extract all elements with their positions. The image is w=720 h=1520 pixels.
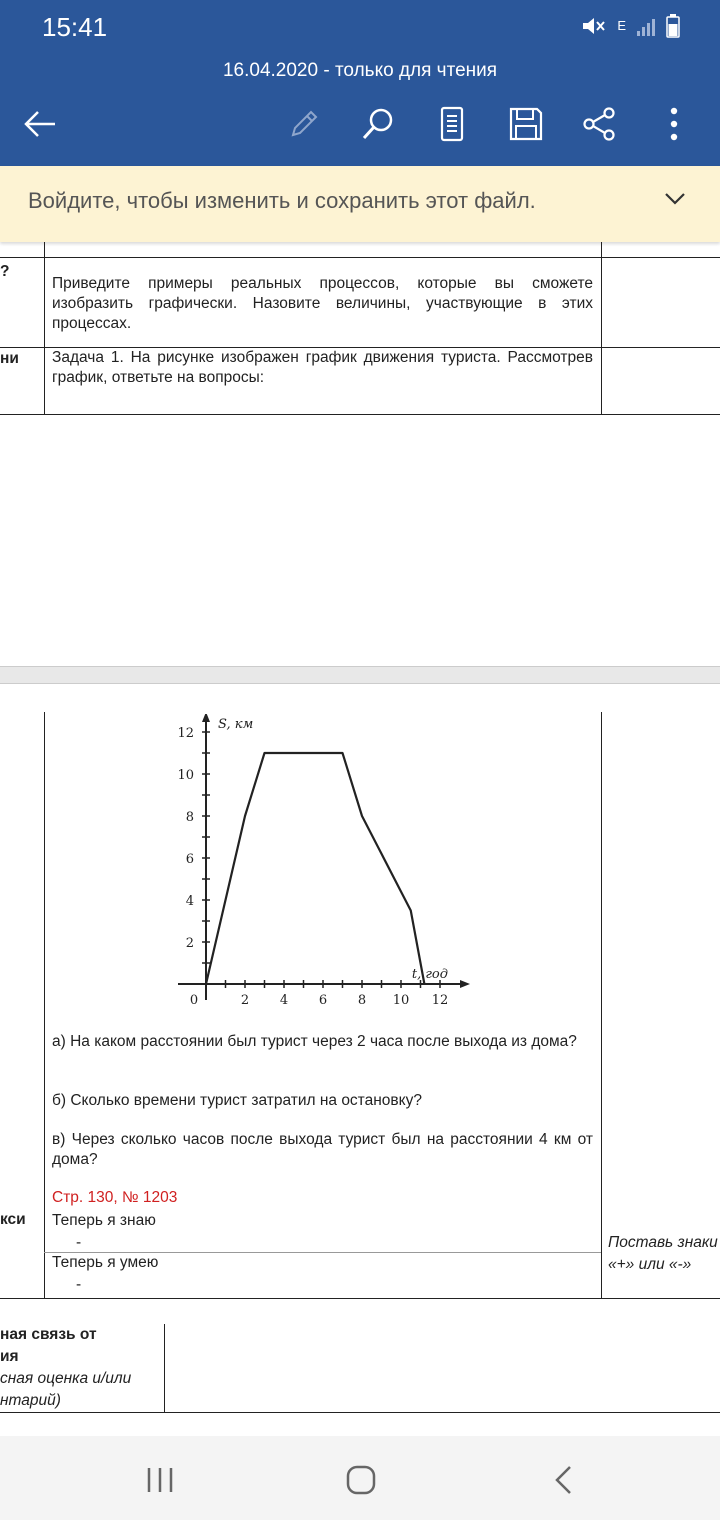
x-axis-label: t, год bbox=[411, 967, 448, 982]
row-label-fragment: ни bbox=[0, 350, 19, 367]
question-c: в) Через сколько часов после выхода турист был на расстоянии 4 км от дома? bbox=[52, 1131, 593, 1168]
app-header bbox=[0, 0, 720, 166]
table-border bbox=[0, 414, 720, 415]
y-tick-label: 6 bbox=[185, 852, 194, 867]
x-tick-label: 12 bbox=[431, 993, 449, 1008]
row-label-fragment: кси bbox=[0, 1211, 26, 1228]
home-icon bbox=[345, 1464, 377, 1496]
table-border bbox=[0, 1412, 720, 1413]
back-button[interactable] bbox=[16, 100, 64, 148]
search-icon bbox=[360, 106, 396, 142]
table-border bbox=[0, 257, 720, 258]
sign-in-banner[interactable] bbox=[0, 166, 720, 242]
more-vertical-icon bbox=[669, 106, 679, 142]
reflection-can: Теперь я умею bbox=[52, 1254, 159, 1271]
search-button[interactable] bbox=[354, 100, 402, 148]
toolbar bbox=[0, 100, 720, 150]
status-icons bbox=[581, 14, 680, 38]
x-tick-label: 8 bbox=[357, 993, 367, 1008]
x-tick-label: 0 bbox=[189, 993, 199, 1008]
floppy-disk-icon bbox=[508, 106, 544, 142]
network-type-icon: E bbox=[617, 18, 626, 33]
y-axis-arrow bbox=[202, 714, 210, 722]
y-tick-label: 12 bbox=[177, 726, 194, 741]
share-icon bbox=[581, 106, 617, 142]
feedback-label-line1: ная связь от bbox=[0, 1326, 97, 1343]
reflection-hint: Поставь знаки «+» или «-» bbox=[608, 1234, 718, 1273]
document-title: 16.04.2020 - только для чтения bbox=[222, 60, 498, 81]
home-button[interactable] bbox=[331, 1458, 391, 1502]
signal-icon bbox=[636, 15, 656, 37]
y-axis-label: S, км bbox=[218, 717, 254, 732]
x-tick-label: 2 bbox=[240, 993, 250, 1008]
edit-button[interactable] bbox=[280, 100, 328, 148]
system-back-button[interactable] bbox=[533, 1458, 593, 1502]
status-time: 15:41 bbox=[42, 12, 108, 42]
share-button[interactable] bbox=[575, 100, 623, 148]
distance-time-chart bbox=[160, 714, 480, 1024]
task-examples-text: Приведите примеры реальных процессов, которые вы сможете изобразить графически. Назовите величины, участвующие в этих процессах. bbox=[52, 275, 593, 332]
x-tick-label: 10 bbox=[392, 993, 410, 1008]
y-tick-label: 8 bbox=[185, 810, 194, 825]
feedback-label-line3: сная оценка и/или bbox=[0, 1370, 132, 1387]
y-tick-label: 4 bbox=[185, 894, 194, 909]
arrow-left-icon bbox=[22, 109, 58, 139]
phone-document-icon bbox=[439, 106, 465, 142]
y-tick-label: 2 bbox=[185, 936, 194, 951]
feedback-label-line2: ия bbox=[0, 1348, 19, 1365]
table-border bbox=[44, 712, 45, 1298]
table-border bbox=[0, 1298, 720, 1299]
table-border bbox=[601, 242, 602, 414]
x-tick-label: 4 bbox=[279, 993, 289, 1008]
x-axis-arrow bbox=[460, 980, 470, 988]
page-break bbox=[0, 666, 720, 684]
chart-ticks bbox=[177, 717, 448, 1008]
chevron-left-icon bbox=[552, 1464, 574, 1496]
series-line bbox=[206, 753, 424, 984]
more-options-button[interactable] bbox=[650, 100, 698, 148]
textbook-reference: Стр. 130, № 1203 bbox=[52, 1189, 178, 1206]
mute-icon bbox=[581, 15, 607, 37]
reflection-know: Теперь я знаю bbox=[52, 1212, 156, 1229]
x-tick-label: 6 bbox=[318, 993, 328, 1008]
banner-message: Войдите, чтобы изменить и сохранить этот файл. bbox=[28, 188, 536, 213]
row-label-fragment: ? bbox=[0, 263, 10, 280]
question-b: б) Сколько времени турист затратил на остановку? bbox=[52, 1092, 422, 1109]
save-button[interactable] bbox=[502, 100, 550, 148]
recent-apps-button[interactable] bbox=[130, 1458, 190, 1502]
system-navigation-bar bbox=[0, 1436, 720, 1520]
reflection-know-dash: - bbox=[76, 1234, 82, 1251]
chevron-down-icon[interactable] bbox=[664, 192, 686, 206]
pencil-icon bbox=[287, 107, 321, 141]
document-canvas bbox=[0, 242, 720, 1436]
feedback-label-line4: нтарий) bbox=[0, 1392, 61, 1409]
chart-axes bbox=[178, 714, 470, 1000]
table-border bbox=[601, 712, 602, 1298]
recent-apps-icon bbox=[145, 1466, 175, 1494]
question-a: а) На каком расстоянии был турист через 2 часа после выхода из дома? bbox=[52, 1033, 577, 1050]
reading-view-button[interactable] bbox=[428, 100, 476, 148]
chart-marks bbox=[206, 753, 424, 984]
table-border bbox=[44, 242, 45, 414]
reflection-can-dash: - bbox=[76, 1276, 82, 1293]
table-border bbox=[164, 1324, 165, 1412]
battery-icon bbox=[666, 14, 680, 38]
y-tick-label: 10 bbox=[177, 768, 194, 783]
task-1-text: Задача 1. На рисунке изображен график движения туриста. Рассмотрев график, ответьте на вопросы: bbox=[52, 349, 593, 386]
